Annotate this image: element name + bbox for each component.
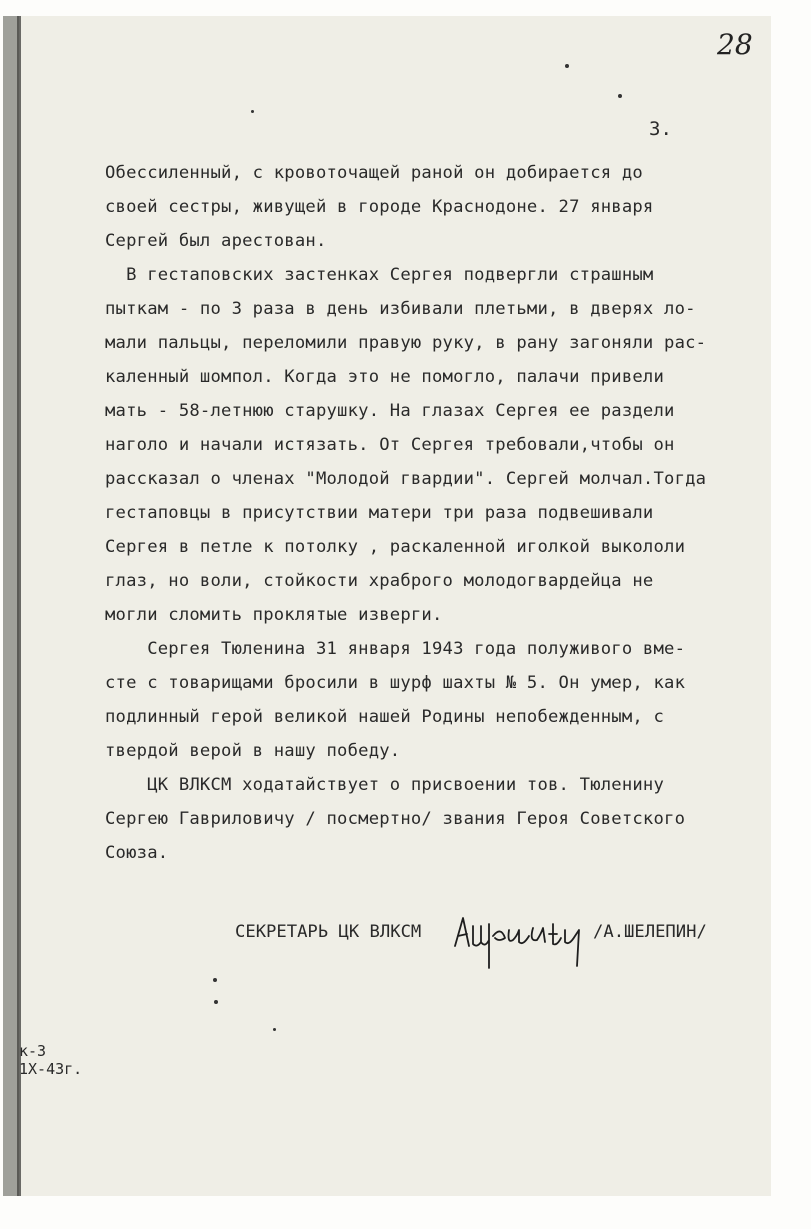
registry-code: к-3 [19,1042,47,1060]
registry-note [19,1042,82,1078]
text-line: Сергея Тюленина 31 января 1943 года полуживого вме- [105,639,686,659]
text-line: мать - 58-летнюю старушку. На глазах Сергея ее раздели [105,401,675,421]
text-line: подлинный герой великой нашей Родины непобежденным, с [105,707,665,727]
signature-block [235,922,707,1022]
text-line: наголо и начали истязать. От Сергея требовали,чтобы он [105,435,675,455]
text-line: Сергею Гавриловичу / посмертно/ звания Героя Советского [105,809,686,829]
paragraph-1 [105,156,765,258]
text-line: Обессиленный, с кровоточащей раной он добирается до [105,163,643,183]
text-line: Союза. [105,843,169,863]
signatory-title: СЕКРЕТАРЬ ЦК ВЛКСМ [235,922,422,942]
text-line: мали пальцы, переломили правую руку, в рану загоняли рас- [105,333,707,353]
text-line: ЦК ВЛКСМ ходатайствует о присвоении тов. Тюленину [105,775,665,795]
text-line: твердой верой в нашу победу. [105,741,401,761]
text-line: каленный шомпол. Когда это не помогло, палачи привели [105,367,665,387]
registry-date: 1Х-43г. [19,1060,83,1078]
ink-speck [618,94,622,98]
ink-speck [565,64,569,68]
text-line: сте с товарищами бросили в шурф шахты № 5. Он умер, как [105,673,686,693]
document-body [105,156,765,870]
ink-speck [251,110,254,113]
paragraph-3 [105,632,765,768]
ink-speck [273,1028,276,1031]
text-line: Сергея в петле к потолку , раскаленной иголкой выкололи [105,537,686,557]
text-line: гестаповцы в присутствии матери три раза подвешивали [105,503,654,523]
text-line: Сергей был арестован. [105,231,327,251]
text-line: рассказал о членах "Молодой гвардии". Сергей молчал.Тогда [105,469,707,489]
page-number: 3. [649,118,672,140]
text-line: В гестаповских застенках Сергея подвергли страшным [105,265,654,285]
signatory-name: /А.ШЕЛЕПИН/ [593,922,707,942]
ink-speck [213,978,217,982]
text-line: своей сестры, живущей в городе Краснодоне. 27 января [105,197,654,217]
paragraph-4 [105,768,765,870]
text-line: пыткам - по 3 раза в день избивали плетьми, в дверях ло- [105,299,696,319]
paragraph-2 [105,258,765,632]
text-line: глаз, но воли, стойкости храброго молодогвардейца не [105,571,654,591]
text-line: могли сломить проклятые изверги. [105,605,443,625]
folio-number: 28 [717,28,753,61]
handwritten-signature-icon [449,906,599,976]
document-sheet [18,16,771,1196]
ink-speck [214,1000,218,1004]
